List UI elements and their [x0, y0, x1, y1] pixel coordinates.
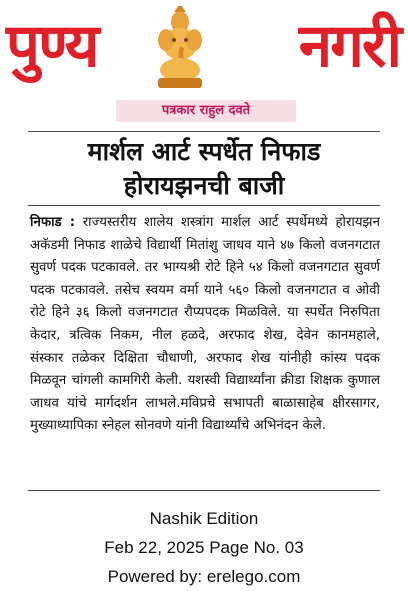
ganesha-icon	[152, 6, 208, 90]
divider-top	[28, 131, 380, 132]
date-page-label: Feb 22, 2025 Page No. 03	[104, 538, 304, 557]
masthead	[0, 0, 408, 96]
article-body	[30, 212, 380, 438]
headline-line-1: मार्शल आर्ट स्पर्धेत निफाड	[87, 137, 321, 166]
masthead-title-left: पुण्य	[6, 11, 98, 81]
divider-bottom	[28, 490, 380, 491]
dateline: निफाड :	[30, 215, 76, 230]
divider-middle	[28, 205, 380, 206]
article-body-text: राज्यस्तरीय शालेय शस्त्रांग मार्शल आर्ट स्पर्धेमध्ये होरायझन अकॅडमी निफाड शाळेचे विद्यार्थी मितांशु जाधव याने ४७ किलो वजनगटात सुवर्ण पदक पटकावले. तर भाग्यश्री रोटे हिने ५४ किलो वजनगटात सुवर्ण पदक पटकावले. तसेच स्वयम वर्मा याने ५६० किलो वजनगटात व ओवी रोटे हिने ३६ किलो वजनगटात रौप्यपदक मिळविले. या स्पर्धेत निरुपिता केदार, त्रत्विक निकम, नील हळदे, अरफाद शेख, देवेन कानमहाले, संस्कार तळेकर दिक्षिता चौधाणी, अरफाद शेख यांनीही कांस्य पदक मिळवून चांगली कामगिरी केली. यशस्वी विद्यार्थ्यांना क्रीडा शिक्षक कुणाल जाधव यांचे मार्गदर्शन लाभले.मविप्रचे सभापती बाळासाहेब क्षीरसागर, मुख्याध्यापिका स्नेहल सोनवणे यांनी विद्यार्थ्यांचे अभिनंदन केले.	[30, 215, 381, 434]
author-byline: पत्रकार राहुल दवते	[116, 100, 296, 122]
powered-by-label: Powered by: erelego.com	[107, 567, 301, 586]
masthead-title-right: नगरी	[298, 11, 400, 81]
headline-line-2: होरायझनची बाजी	[123, 171, 285, 200]
edition-label: Nashik Edition	[149, 509, 259, 528]
